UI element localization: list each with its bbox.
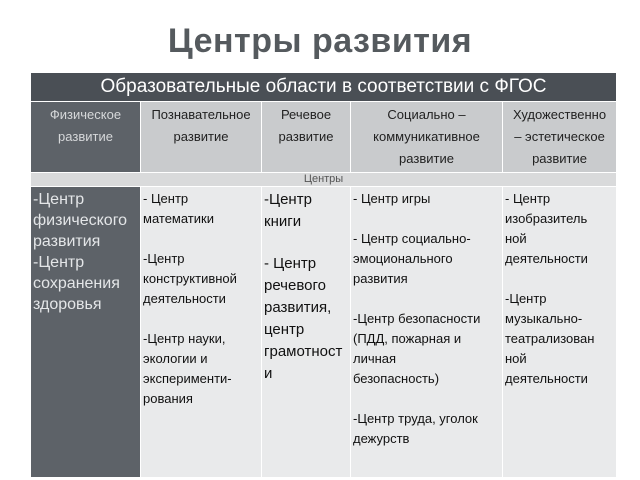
- line-gap: [353, 289, 500, 309]
- table-cell: [351, 187, 503, 478]
- cell-line: и: [264, 365, 273, 382]
- cell-line: - Центр: [505, 191, 551, 206]
- cell-line: Познавательное: [151, 107, 251, 122]
- cell-line: развития: [353, 271, 408, 286]
- cell-line: рования: [143, 391, 193, 406]
- cell-line: изобразитель: [505, 211, 588, 226]
- line-gap: [143, 309, 259, 329]
- cell-line: развитие: [532, 151, 587, 166]
- cell-line: (ПДД, пожарная и: [353, 331, 462, 346]
- cell-line: -Центр: [33, 191, 85, 208]
- line-gap: [264, 233, 348, 253]
- column-header: [351, 102, 503, 173]
- table-header: Образовательные области в соответствии с ФГОС: [31, 73, 617, 102]
- cell-line: Художественно: [512, 107, 607, 122]
- cell-line: развитие: [399, 151, 454, 166]
- cell-line: Социально –: [387, 107, 466, 122]
- column-header: [31, 102, 141, 173]
- cell-line: дежурств: [353, 431, 410, 446]
- column-header: [141, 102, 262, 173]
- cell-line: развитие: [58, 129, 113, 144]
- table-cell: [141, 187, 262, 478]
- cell-line: безопасность): [353, 371, 440, 386]
- cell-line: - Центр: [264, 255, 317, 272]
- fgos-table: [30, 72, 617, 478]
- cell-line: речевого: [264, 277, 326, 294]
- cell-line: развитие: [278, 129, 334, 144]
- cell-line: - Центр игры: [353, 191, 431, 206]
- cell-line: сохранения: [33, 275, 120, 292]
- centers-label: Центры: [31, 173, 617, 187]
- cell-line: Речевое: [280, 107, 332, 122]
- cell-line: центр: [264, 321, 305, 338]
- cell-line: развитие: [173, 129, 229, 144]
- cell-line: - Центр: [143, 191, 189, 206]
- line-gap: [353, 209, 500, 229]
- cell-line: деятельности: [505, 371, 588, 386]
- cell-line: – эстетическое: [514, 129, 605, 144]
- cell-line: здоровья: [33, 296, 102, 313]
- cell-line: -Центр труда, уголок: [353, 411, 478, 426]
- cell-line: грамотност: [264, 343, 343, 360]
- slide-title: Центры развития: [167, 22, 473, 60]
- cell-line: физического: [33, 212, 128, 229]
- cell-line: книги: [264, 213, 302, 230]
- cell-line: -Центр: [505, 291, 547, 306]
- cell-line: -Центр: [143, 251, 185, 266]
- cell-line: -Центр: [264, 191, 312, 208]
- cell-line: деятельности: [505, 251, 588, 266]
- cell-line: эксперименти-: [143, 371, 232, 386]
- cell-line: - Центр социально-: [353, 231, 471, 246]
- line-gap: [143, 229, 259, 249]
- cell-line: -Центр науки,: [143, 331, 226, 346]
- cell-line: конструктивной: [143, 271, 237, 286]
- table-cell: [31, 187, 141, 478]
- table-cell: [503, 187, 617, 478]
- cell-line: развития: [33, 233, 101, 250]
- cell-line: развития,: [264, 299, 332, 316]
- cell-line: деятельности: [143, 291, 226, 306]
- cell-line: театрализован: [505, 331, 595, 346]
- cell-line: ной: [505, 351, 527, 366]
- column-header: [262, 102, 351, 173]
- column-header: [503, 102, 617, 173]
- cell-line: личная: [353, 351, 397, 366]
- cell-line: -Центр: [33, 254, 85, 271]
- line-gap: [353, 389, 500, 409]
- cell-line: -Центр безопасности: [353, 311, 481, 326]
- cell-line: ной: [505, 231, 527, 246]
- table-cell: [262, 187, 351, 478]
- cell-line: математики: [143, 211, 214, 226]
- cell-line: музыкально-: [505, 311, 583, 326]
- line-gap: [505, 269, 614, 289]
- cell-line: коммуникативное: [373, 129, 480, 144]
- cell-line: экологии и: [143, 351, 208, 366]
- cell-line: эмоционального: [353, 251, 453, 266]
- cell-line: Физическое: [49, 107, 122, 122]
